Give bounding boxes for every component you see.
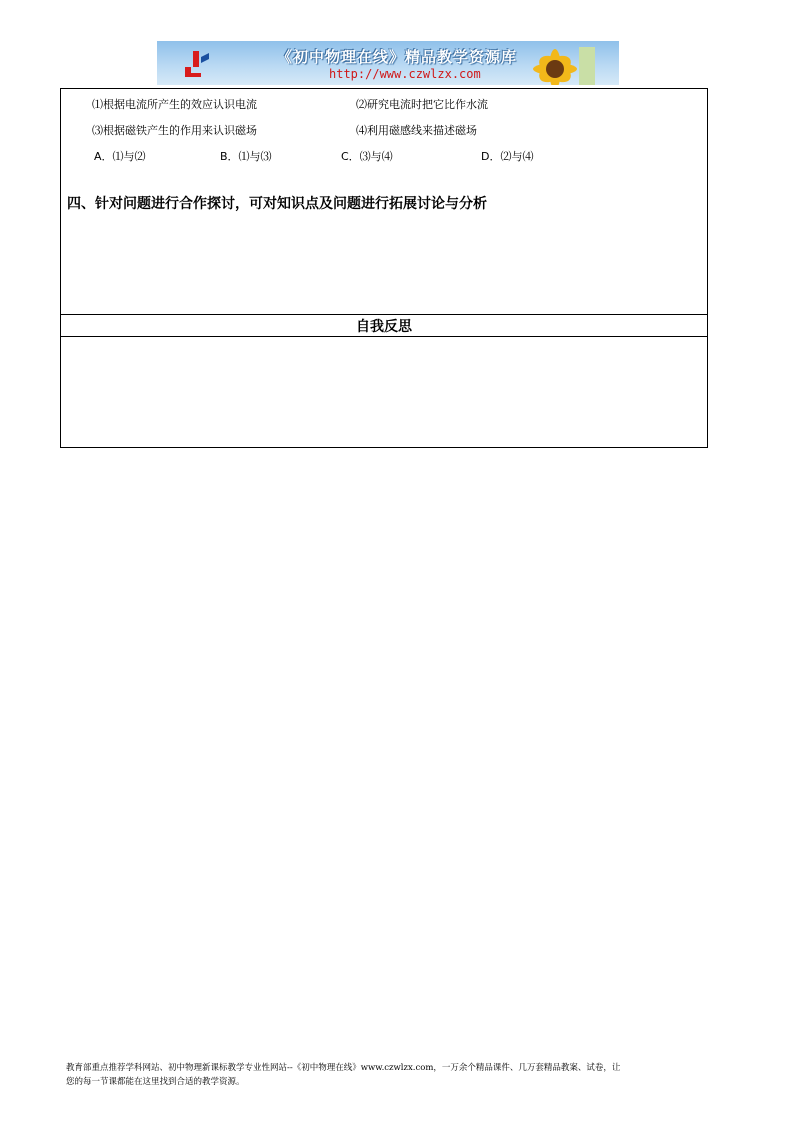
footer-line: 教育部重点推荐学科网站、初中物理新课标教学专业性网站--《初中物理在线》www.czwlzx.com，一万余个精品课件、几万套精品教案、试卷，让 (66, 1063, 621, 1073)
choice-a: A．⑴与⑵ (94, 150, 146, 163)
statement-3: ⑶根据磁铁产生的作用来认识磁场 (92, 124, 257, 137)
content-table (60, 88, 708, 448)
header-banner (157, 41, 619, 85)
footer-note (66, 1061, 712, 1089)
footer-line: 您的每一节课都能在这里找到合适的教学资源。 (66, 1077, 245, 1087)
sunflower-icon (525, 47, 595, 85)
statement-2: ⑵研究电流时把它比作水流 (356, 98, 488, 111)
banner-url[interactable]: http://www.czwlzx.com (329, 67, 481, 81)
reflection-title: 自我反思 (356, 319, 412, 335)
divider (61, 336, 707, 337)
section-heading: 四、针对问题进行合作探讨，可对知识点及问题进行拓展讨论与分析 (67, 196, 487, 212)
logo-icon (179, 47, 213, 81)
choice-d: D．⑵与⑷ (481, 150, 534, 163)
choice-c: C．⑶与⑷ (341, 150, 393, 163)
banner-title: 《初中物理在线》精品教学资源库 (277, 48, 518, 66)
statement-1: ⑴根据电流所产生的效应认识电流 (92, 98, 257, 111)
divider (61, 314, 707, 315)
statement-4: ⑷利用磁感线来描述磁场 (356, 124, 477, 137)
choice-b: B．⑴与⑶ (220, 150, 272, 163)
